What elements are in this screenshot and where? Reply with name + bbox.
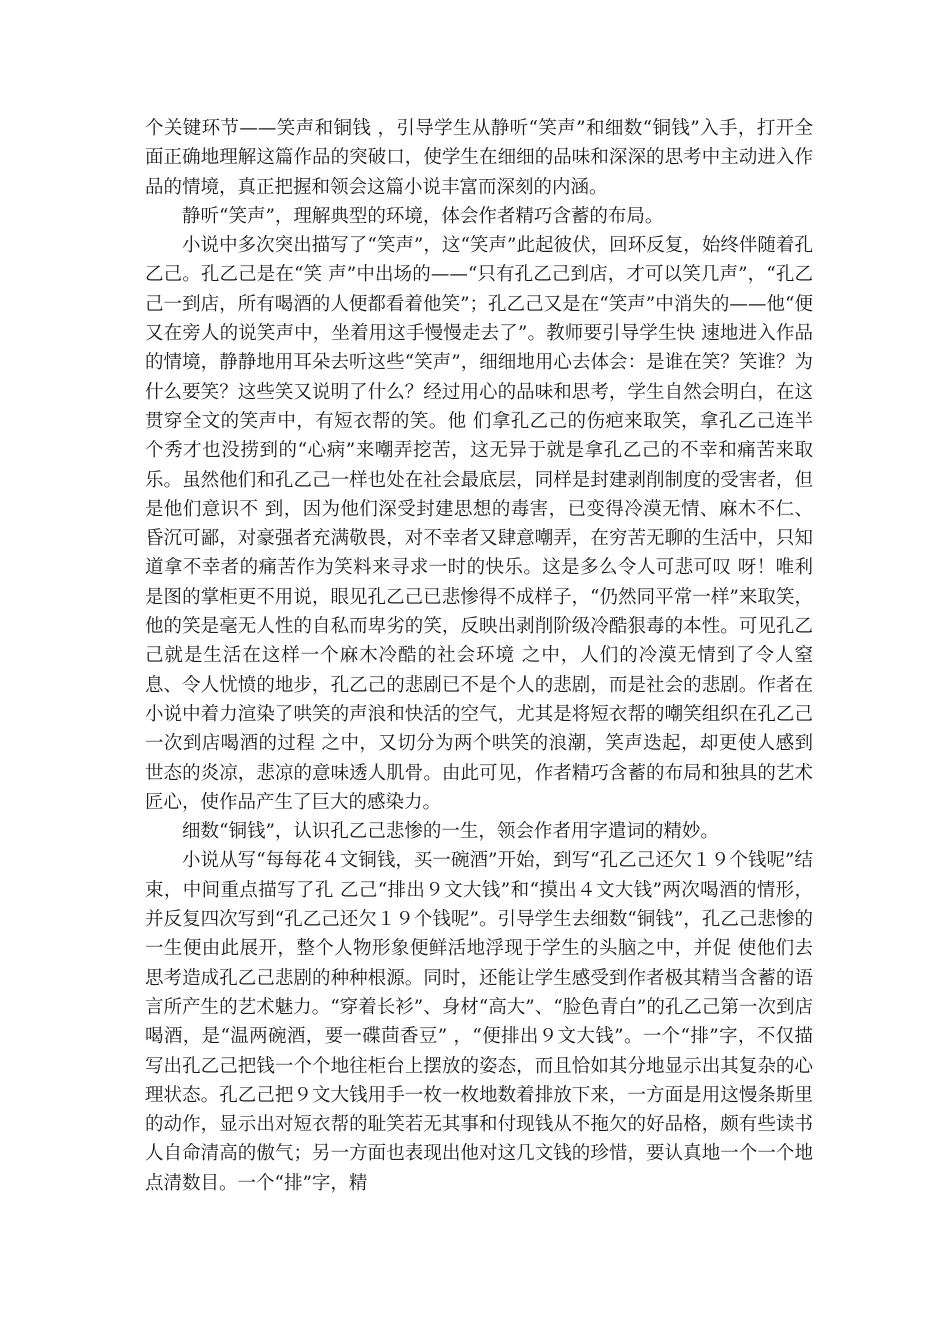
paragraph-laughter: 小说中多次突出描写了“笑声”，这“笑声”此起彼伏，回环反复，始终伴随着孔乙己。孔乙己是在“笑 声”中出场的——“只有孔乙己到店，才可以笑几声”，“孔乙己一到店，所有喝酒的人便都看着他笑”；孔乙己又是在“笑声”中消失的——他“便又在旁人的说笑声中，坐着用这手慢慢走去了”。教师要引导学生快 速地进入作品的情境，静静地用耳朵去听这些“笑声”，细细地用心去体会：是谁在笑？笑谁？为什么要笑？这些笑又说明了什么？经过用心的品味和思考，学生自然会明白，在这贯穿全文的笑声中，有短衣帮的笑。他 们拿孔乙己的伤疤来取笑，拿孔乙己连半个秀才也没捞到的“心病”来嘲弄挖苦，这无异于就是拿孔乙己的不幸和痛苦来取乐。虽然他们和孔乙己一样也处在社会最底层，同样是封建剥削制度的受害者，但是他们意识不 到，因为他们深受封建思想的毒害，已变得冷漠无情、麻木不仁、昏沉可鄙，对豪强者充满敬畏，对不幸者又肆意嘲弄，在穷苦无聊的生活中，只知道拿不幸者的痛苦作为笑料来寻求一时的快乐。这是多么令人可悲可叹 呀！唯利是图的掌柜更不用说，眼见孔乙己已悲惨得不成样子，“仍然同平常一样”来取笑，他的笑是毫无人性的自私而卑劣的笑，反映出剥削阶级冷酷狠毒的本性。可见孔乙己就是生活在这样一个麻木冷酷的社会环境 之中，人们的冷漠无情到了令人窒息、令人忧愤的地步，孔乙己的悲剧已不是个人的悲剧，而是社会的悲剧。作者在小说中着力渲染了哄笑的声浪和快活的空气，尤其是将短衣帮的嘲笑组织在孔乙己一次到店喝酒的过程 之中，又切分为两个哄笑的浪潮，笑声迭起，却更使人感到世态的炎凉，悲凉的意味透人肌骨。由此可见，作者精巧含蓄的布局和独具的艺术匠心，使作品产生了巨大的感染力。	[145, 235, 813, 813]
section-heading-coins: 细数“铜钱”，认识孔乙己悲惨的一生，领会作者用字遣词的精妙。	[182, 821, 719, 843]
paragraph-intro: 个关键环节——笑声和铜钱 ，引导学生从静听“笑声”和细数“铜钱”入手，打开全面正确地理解这篇作品的突破口，使学生在细细的品味和深深的思考中主动进入作品的情境，真正把握和领会这篇小说丰富而深刻的内涵。	[145, 118, 813, 198]
document-page	[145, 114, 813, 1198]
section-heading-laughter: 静听“笑声”，理解典型的环境，体会作者精巧含蓄的布局。	[182, 205, 664, 227]
paragraph-coins: 小说从写“每每花４文铜钱，买一碗酒”开始，到写“孔乙己还欠１９个钱呢”结束，中间重点描写了孔 乙己“排出９文大钱”和“摸出４文大钱”两次喝酒的情形，并反复四次写到“孔乙己还欠１９个钱呢”。引导学生去细数“铜钱”，孔乙己悲惨的一生便由此展开，整个人物形象便鲜活地浮现于学生的头脑之中，并促 使他们去思考造成孔乙己悲剧的种种根源。同时，还能让学生感受到作者极其精当含蓄的语言所产生的艺术魅力。“穿着长衫”、身材“高大”、“脸色青白”的孔乙己第一次到店喝酒，是“温两碗酒，要一碟茴香豆” ，“便排出９文大钱”。一个“排”字，不仅描写出孔乙己把钱一个个地往柜台上摆放的姿态，而且恰如其分地显示出其复杂的心理状态。孔乙己把９文大钱用手一枚一枚地数着排放下来，一方面是用这慢条斯里的动作，显示出对短衣帮的耻笑若无其事和付现钱从不拖欠的好品格，颇有些读书人自命清高的傲气；另一方面也表现出他对这几文钱的珍惜，要认真地一个一个地点清数目。一个“排”字，精	[145, 850, 813, 1194]
